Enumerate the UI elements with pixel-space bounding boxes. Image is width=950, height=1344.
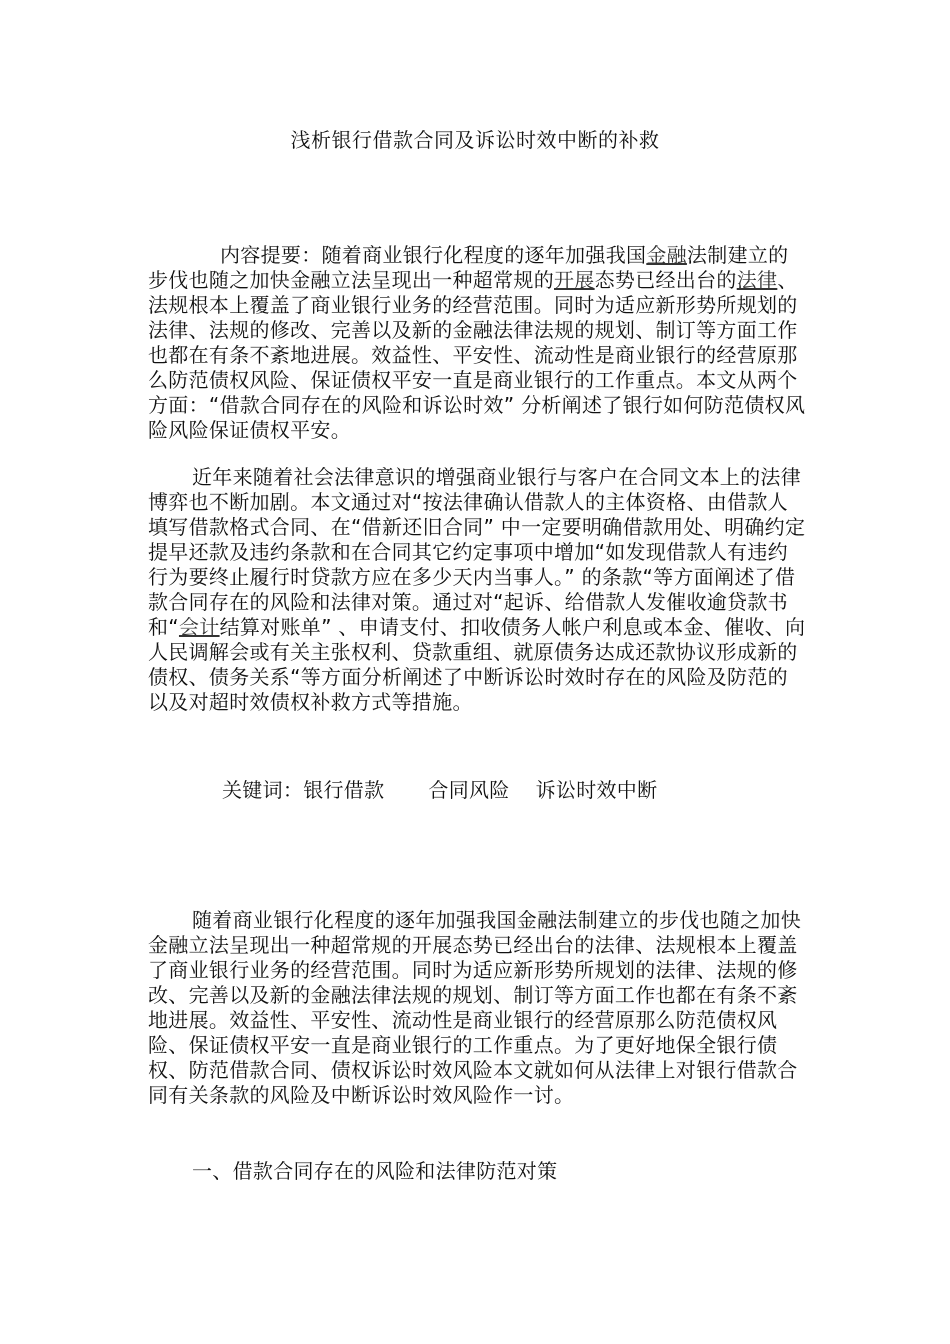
keywords-line	[222, 774, 657, 803]
abstract-text-3: 态势已经出台的	[594, 268, 737, 292]
intro-text-1: 近年来随着社会法律意识的增强商业银行与客户在合同文本上的法律博弈也不断加剧。本文通过对“按法律确认借款人的主体资格、由借款人填写借款格式合同、在“借新还旧合同” 中一定要明确借款用处、明确约定提早还款及违约条款和在合同其它约定事项中增加“如发现借款人有违约行为要终止履行时贷款方应在多少天内当事人。” 的条款“等方面阐述了借款合同存在的风险和法律对策。通过对“起诉、给借款人发催收逾贷款书和“	[148, 465, 806, 639]
keywords-label: 关键词：银行借款	[222, 778, 385, 802]
body-paragraph	[148, 908, 808, 1108]
link-law[interactable]: 法律	[736, 268, 778, 292]
abstract-paragraph	[148, 243, 808, 443]
abstract-text-4: 、法规根本上覆盖了商业银行业务的经营范围。同时为适应新形势所规划的法律、法规的修改、完善以及新的金融法律法规的规划、制订等方面工作也都在有条不紊地进展。效益性、平安性、流动性是商业银行的经营原那么防范债权风险、保证债权平安一直是商业银行的工作重点。本文从两个方面：“借款合同存在的风险和诉讼时效” 分析阐述了银行如何防范债权风险风险保证债权平安。	[148, 268, 806, 442]
link-accounting[interactable]: 会计	[178, 615, 220, 639]
abstract-text-1: 内容提要：随着商业银行化程度的逐年加强我国	[220, 243, 647, 267]
document-title: 浅析银行借款合同及诉讼时效中断的补救	[290, 128, 660, 152]
link-development[interactable]: 开展	[554, 268, 595, 292]
section-heading: 一、借款合同存在的风险和法律防范对策	[192, 1159, 558, 1183]
keyword-limitation-interruption: 诉讼时效中断	[535, 778, 658, 802]
link-finance[interactable]: 金融	[646, 243, 687, 267]
body-paragraph-text: 随着商业银行化程度的逐年加强我国金融法制建立的步伐也随之加快金融立法呈现出一种超常规的开展态势已经出台的法律、法规根本上覆盖了商业银行业务的经营范围。同时为适应新形势所规划的法律、法规的修改、完善以及新的金融法律法规的规划、制订等方面工作也都在有条不紊地进展。效益性、平安性、流动性是商业银行的经营原那么防范债权风险、保证债权平安一直是商业银行的工作重点。为了更好地保全银行债权、防范借款合同、债权诉讼时效风险本文就如何从法律上对银行借款合同有关条款的风险及中断诉讼时效风险作一讨。	[148, 908, 801, 1107]
abstract-text-2: 法制建立的步伐也随之加快金融立法呈现出一种超常规的	[148, 243, 789, 292]
keyword-contract-risk: 合同风险	[428, 778, 510, 802]
intro-paragraph	[148, 465, 808, 715]
intro-text-2: 结算对账单” 、申请支付、扣收债务人帐户利息或本金、催收、向人民调解会或有关主张权利、贷款重组、就原债务达成还款协议形成新的债权、债务关系“等方面分析阐述了中断诉讼时效时存在的风险及防范的以及对超时效债权补救方式等措施。	[148, 615, 806, 714]
